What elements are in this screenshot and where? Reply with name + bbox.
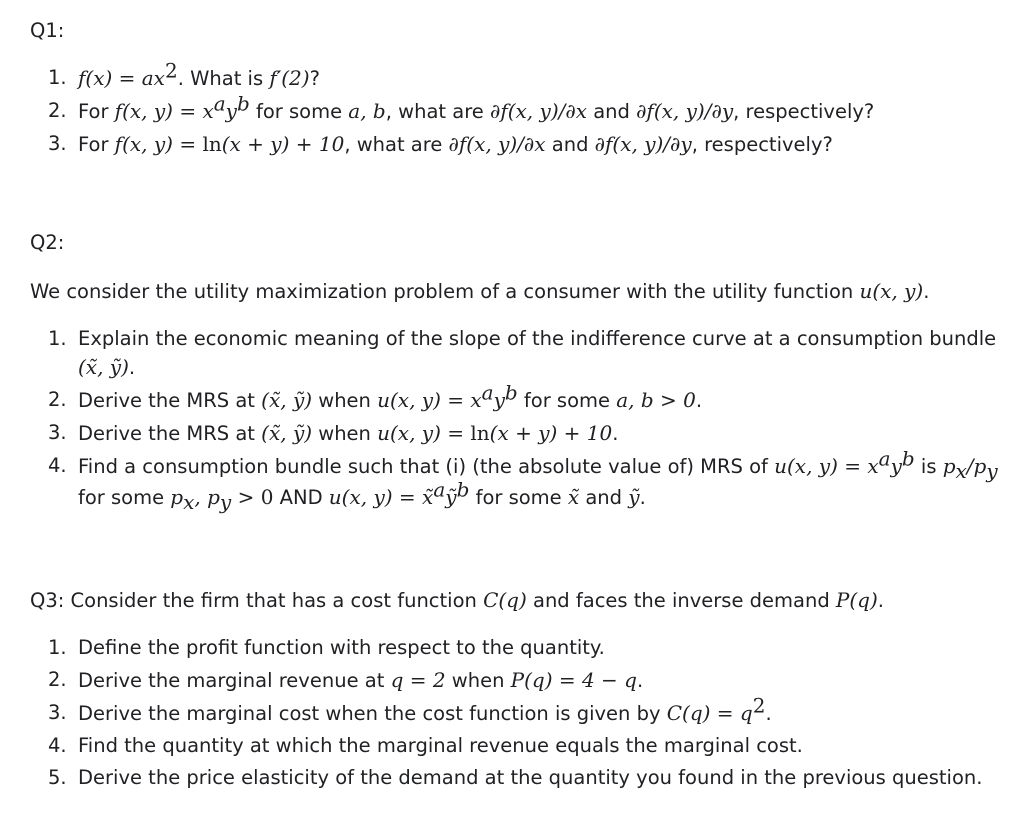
math-sup: a [481,380,494,405]
math: ∂f(x, y)/∂y [594,132,692,156]
text: and faces the inverse demand [526,589,836,612]
text: . [923,280,930,303]
q1-item-1 [0,58,874,95]
q3-item-5-number: 5. [48,766,67,789]
text: We consider the utility maximization problem of a consumer with the utility function [30,280,860,303]
text: Derive the marginal cost when the cost function is given by [78,702,667,725]
text: . [128,356,136,379]
text: . [612,422,619,445]
q3-item-2 [0,664,982,697]
q3-item-1 [0,632,982,664]
q1-item-2-number: 2. [48,99,67,122]
q3-item-1-number: 1. [48,636,67,659]
text: Find a consumption bundle such that (i) (the absolute value of) MRS of [78,455,775,478]
math: ln [202,132,222,156]
text: Q3: Consider the firm that has a cost function [30,589,484,612]
text: , respectively? [733,100,875,123]
math: (x + y) + 10 [489,421,613,445]
text: . [765,702,772,725]
math: a, b > 0 [616,388,696,412]
math: C(q) [483,588,527,612]
q3-item-3 [0,693,982,730]
math: q = 2 [390,668,446,692]
math: u(x, y) [859,279,924,303]
text: and [579,486,629,509]
math: (x̃, ỹ) [261,421,313,445]
text: , respectively? [691,133,833,156]
q2-list [0,323,998,514]
q3-item-4 [0,730,982,762]
q3-intro [30,587,884,614]
math: ỹ [628,485,640,509]
math: p [170,485,184,509]
q1-list [0,58,875,161]
text: , what are [385,100,490,123]
q2-item-1-number: 1. [48,327,67,350]
q2-heading: Q2: [30,231,65,254]
math: C(q) = q [666,701,753,725]
math: P(q) [835,588,878,612]
math-sub: x [955,458,967,483]
math-sup: b [236,91,250,116]
text: . [695,389,703,412]
text: is [914,455,943,478]
q3-list [0,632,982,794]
math: /p [966,454,987,478]
math: a, b [348,99,386,123]
math: (x + y) + 10 [221,132,345,156]
text: and [587,100,637,123]
math: ∂f(x, y)/∂x [448,132,546,156]
math: f′(2) [269,66,310,90]
math-sup: b [504,380,518,405]
text: Derive the marginal revenue at [78,669,391,692]
q1-item-3 [0,128,874,161]
math-sup: b [456,477,470,502]
q3-item-3-number: 3. [48,701,67,724]
q2-intro [30,278,929,305]
math: > 0 [231,485,274,509]
math: y [493,388,505,412]
text: Find the quantity at which the marginal revenue equals the marginal cost. [78,734,803,757]
q2-item-3-number: 3. [48,421,67,444]
q3-item-2-number: 2. [48,668,67,691]
q1-item-1-number: 1. [48,66,67,89]
text: Derive the MRS at [78,422,262,445]
text: . [877,589,884,612]
math: , p [194,485,220,509]
q2-item-2 [0,380,998,417]
text: for some [78,486,171,509]
text: for some [469,486,568,509]
math: ln [470,421,490,445]
math-sup: b [901,446,915,471]
math: f(x) = ax [78,66,165,90]
q1-item-2 [0,91,875,128]
math: f(x, y) = x [114,99,214,123]
math: ∂f(x, y)/∂x [489,99,587,123]
text: Explain the economic meaning of the slope of the indifference curve at a consumption bundle [78,327,997,350]
math: u(x, y) = x̃ [328,485,434,509]
text: Derive the MRS at [78,389,262,412]
q2-item-4-number: 4. [48,454,67,477]
q2-item-4 [0,446,998,514]
math: P(q) = 4 − q [510,668,637,692]
q2-item-3 [0,417,998,450]
q2-item-1 [0,323,998,384]
text: Derive the price elasticity of the demand at the quantity you found in the previous question. [78,766,983,789]
q1-item-3-number: 3. [48,132,67,155]
math: u(x, y) = x [774,454,879,478]
text: . [636,669,644,692]
text: , what are [344,133,449,156]
text: AND [273,486,329,509]
math: u(x, y) = [377,421,471,445]
math: (x̃, ỹ) [78,355,129,379]
text: for some [249,100,349,123]
math: x̃ [567,485,580,509]
math-sup: a [878,446,891,471]
math: ∂f(x, y)/∂y [636,99,734,123]
q2-item-2-number: 2. [48,388,67,411]
math-sub: y [986,458,998,483]
text: and [545,133,595,156]
text: For [78,100,115,123]
text: . [639,486,646,509]
math-sup: a [213,91,226,116]
math-sup: 2 [752,693,766,718]
text: when [312,389,378,412]
q1-heading: Q1: [30,19,65,42]
math: u(x, y) = x [377,388,482,412]
math-sub: y [219,489,232,514]
math-sup: a [433,477,446,502]
math: y [890,454,902,478]
text: Define the profit function with respect to the quantity. [78,636,605,659]
math: (x̃, ỹ) [261,388,313,412]
math: p [942,454,956,478]
math-sup: 2 [164,58,178,83]
text: when [312,422,378,445]
text: when [445,669,511,692]
text: For [78,133,115,156]
text: ? [309,67,320,90]
math-sub: x [183,489,195,514]
math: ỹ [445,485,457,509]
math: f(x, y) = [114,132,203,156]
math: y [225,99,237,123]
text: for some [517,389,617,412]
text: . What is [177,67,270,90]
q3-item-5 [0,762,982,794]
q3-item-4-number: 4. [48,734,67,757]
